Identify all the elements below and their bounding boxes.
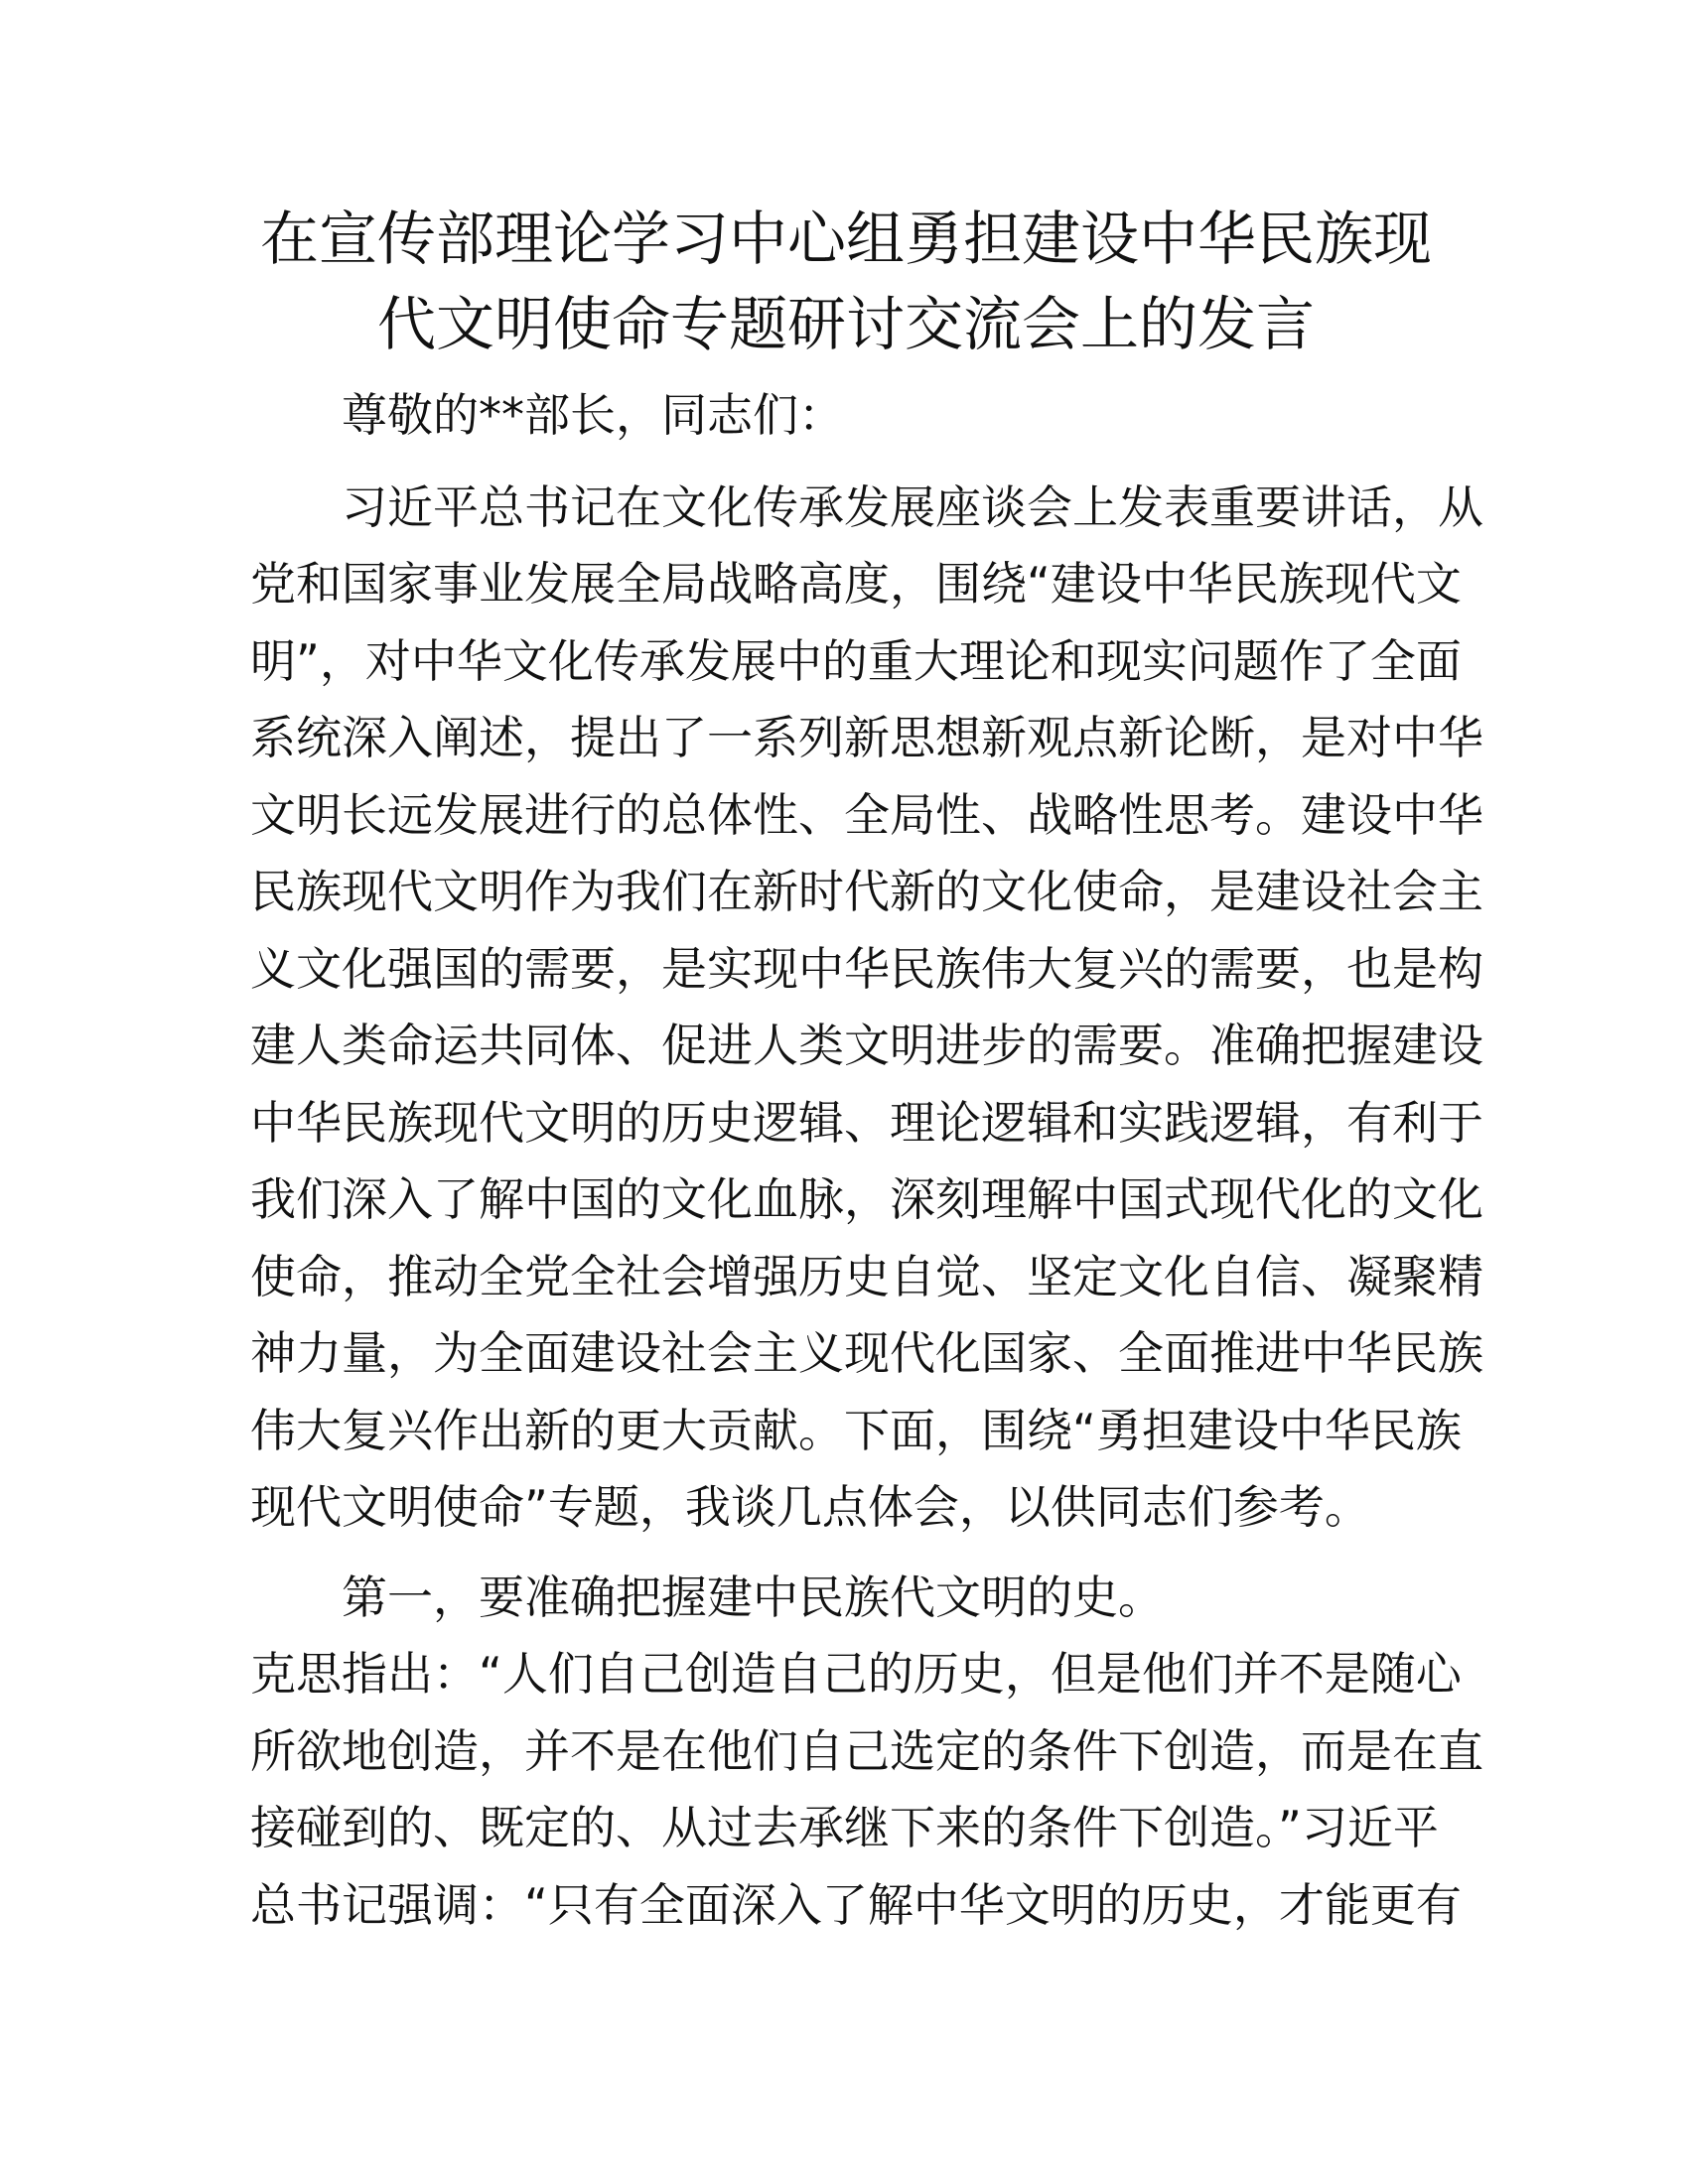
paragraph-line: 接碰到的、既定的、从过去承继下来的条件下创造。”习近平 <box>250 1801 1439 1854</box>
paragraph-line: 总书记强调：“只有全面深入了解中华文明的历史，才能更有 <box>250 1877 1462 1932</box>
document-title <box>250 197 1442 367</box>
paragraph-line: 义文化强国的需要，是实现中华民族伟大复兴的需要，也是构 <box>250 941 1483 996</box>
section-heading: 第一，要准确把握建中民族代文明的史。 <box>342 1570 1164 1624</box>
paragraph-line: 中华民族现代文明的历史逻辑、理论逻辑和实践逻辑，有利于 <box>250 1095 1483 1150</box>
paragraph-first-point <box>250 1560 1483 1945</box>
document-body <box>250 377 1483 1944</box>
paragraph-line: 使命，推动全党全社会增强历史自觉、坚定文化自信、凝聚精 <box>250 1249 1483 1303</box>
paragraph-line: 神力量，为全面建设社会主义现代化国家、全面推进中华民族 <box>250 1326 1483 1380</box>
greeting: 尊敬的**部长，同志们： <box>342 388 844 442</box>
paragraph-line: 建人类命运共同体、促进人类文明进步的需要。准确把握建设 <box>250 1019 1483 1072</box>
paragraph-line: 文明长远发展进行的总体性、全局性、战略性思考。建设中华 <box>250 787 1483 842</box>
paragraph-line: 系统深入阐述，提出了一系列新思想新观点新论断，是对中华 <box>250 711 1483 764</box>
paragraph-line: 现代文明使命”专题，我谈几点体会，以供同志们参考。 <box>250 1480 1370 1534</box>
title-line-1: 在宣传部理论学习中心组勇担建设中华民族现 <box>259 205 1432 273</box>
paragraph-line: 克思指出：“人们自己创造自己的历史，但是他们并不是随心 <box>250 1647 1462 1701</box>
paragraph-line: 所欲地创造，并不是在他们自己选定的条件下创造，而是在直 <box>250 1723 1483 1778</box>
paragraph-line: 伟大复兴作出新的更大贡献。下面，围绕“勇担建设中华民族 <box>250 1403 1462 1457</box>
paragraph-line: 我们深入了解中国的文化血脉，深刻理解中国式现代化的文化 <box>250 1172 1483 1226</box>
paragraph-line: 明”，对中华文化传承发展中的重大理论和现实问题作了全面 <box>250 633 1462 688</box>
paragraph-intro <box>250 470 1483 1547</box>
paragraph-line: 党和国家事业发展全局战略高度，围绕“建设中华民族现代文 <box>250 557 1462 611</box>
title-line-2: 代文明使命专题研讨交流会上的发言 <box>376 290 1315 358</box>
paragraph-line: 习近平总书记在文化传承发展座谈会上发表重要讲话，从 <box>342 479 1483 534</box>
paragraph-spacing <box>250 1547 1442 1560</box>
paragraph-line: 民族现代文明作为我们在新时代新的文化使命，是建设社会主 <box>250 865 1483 918</box>
